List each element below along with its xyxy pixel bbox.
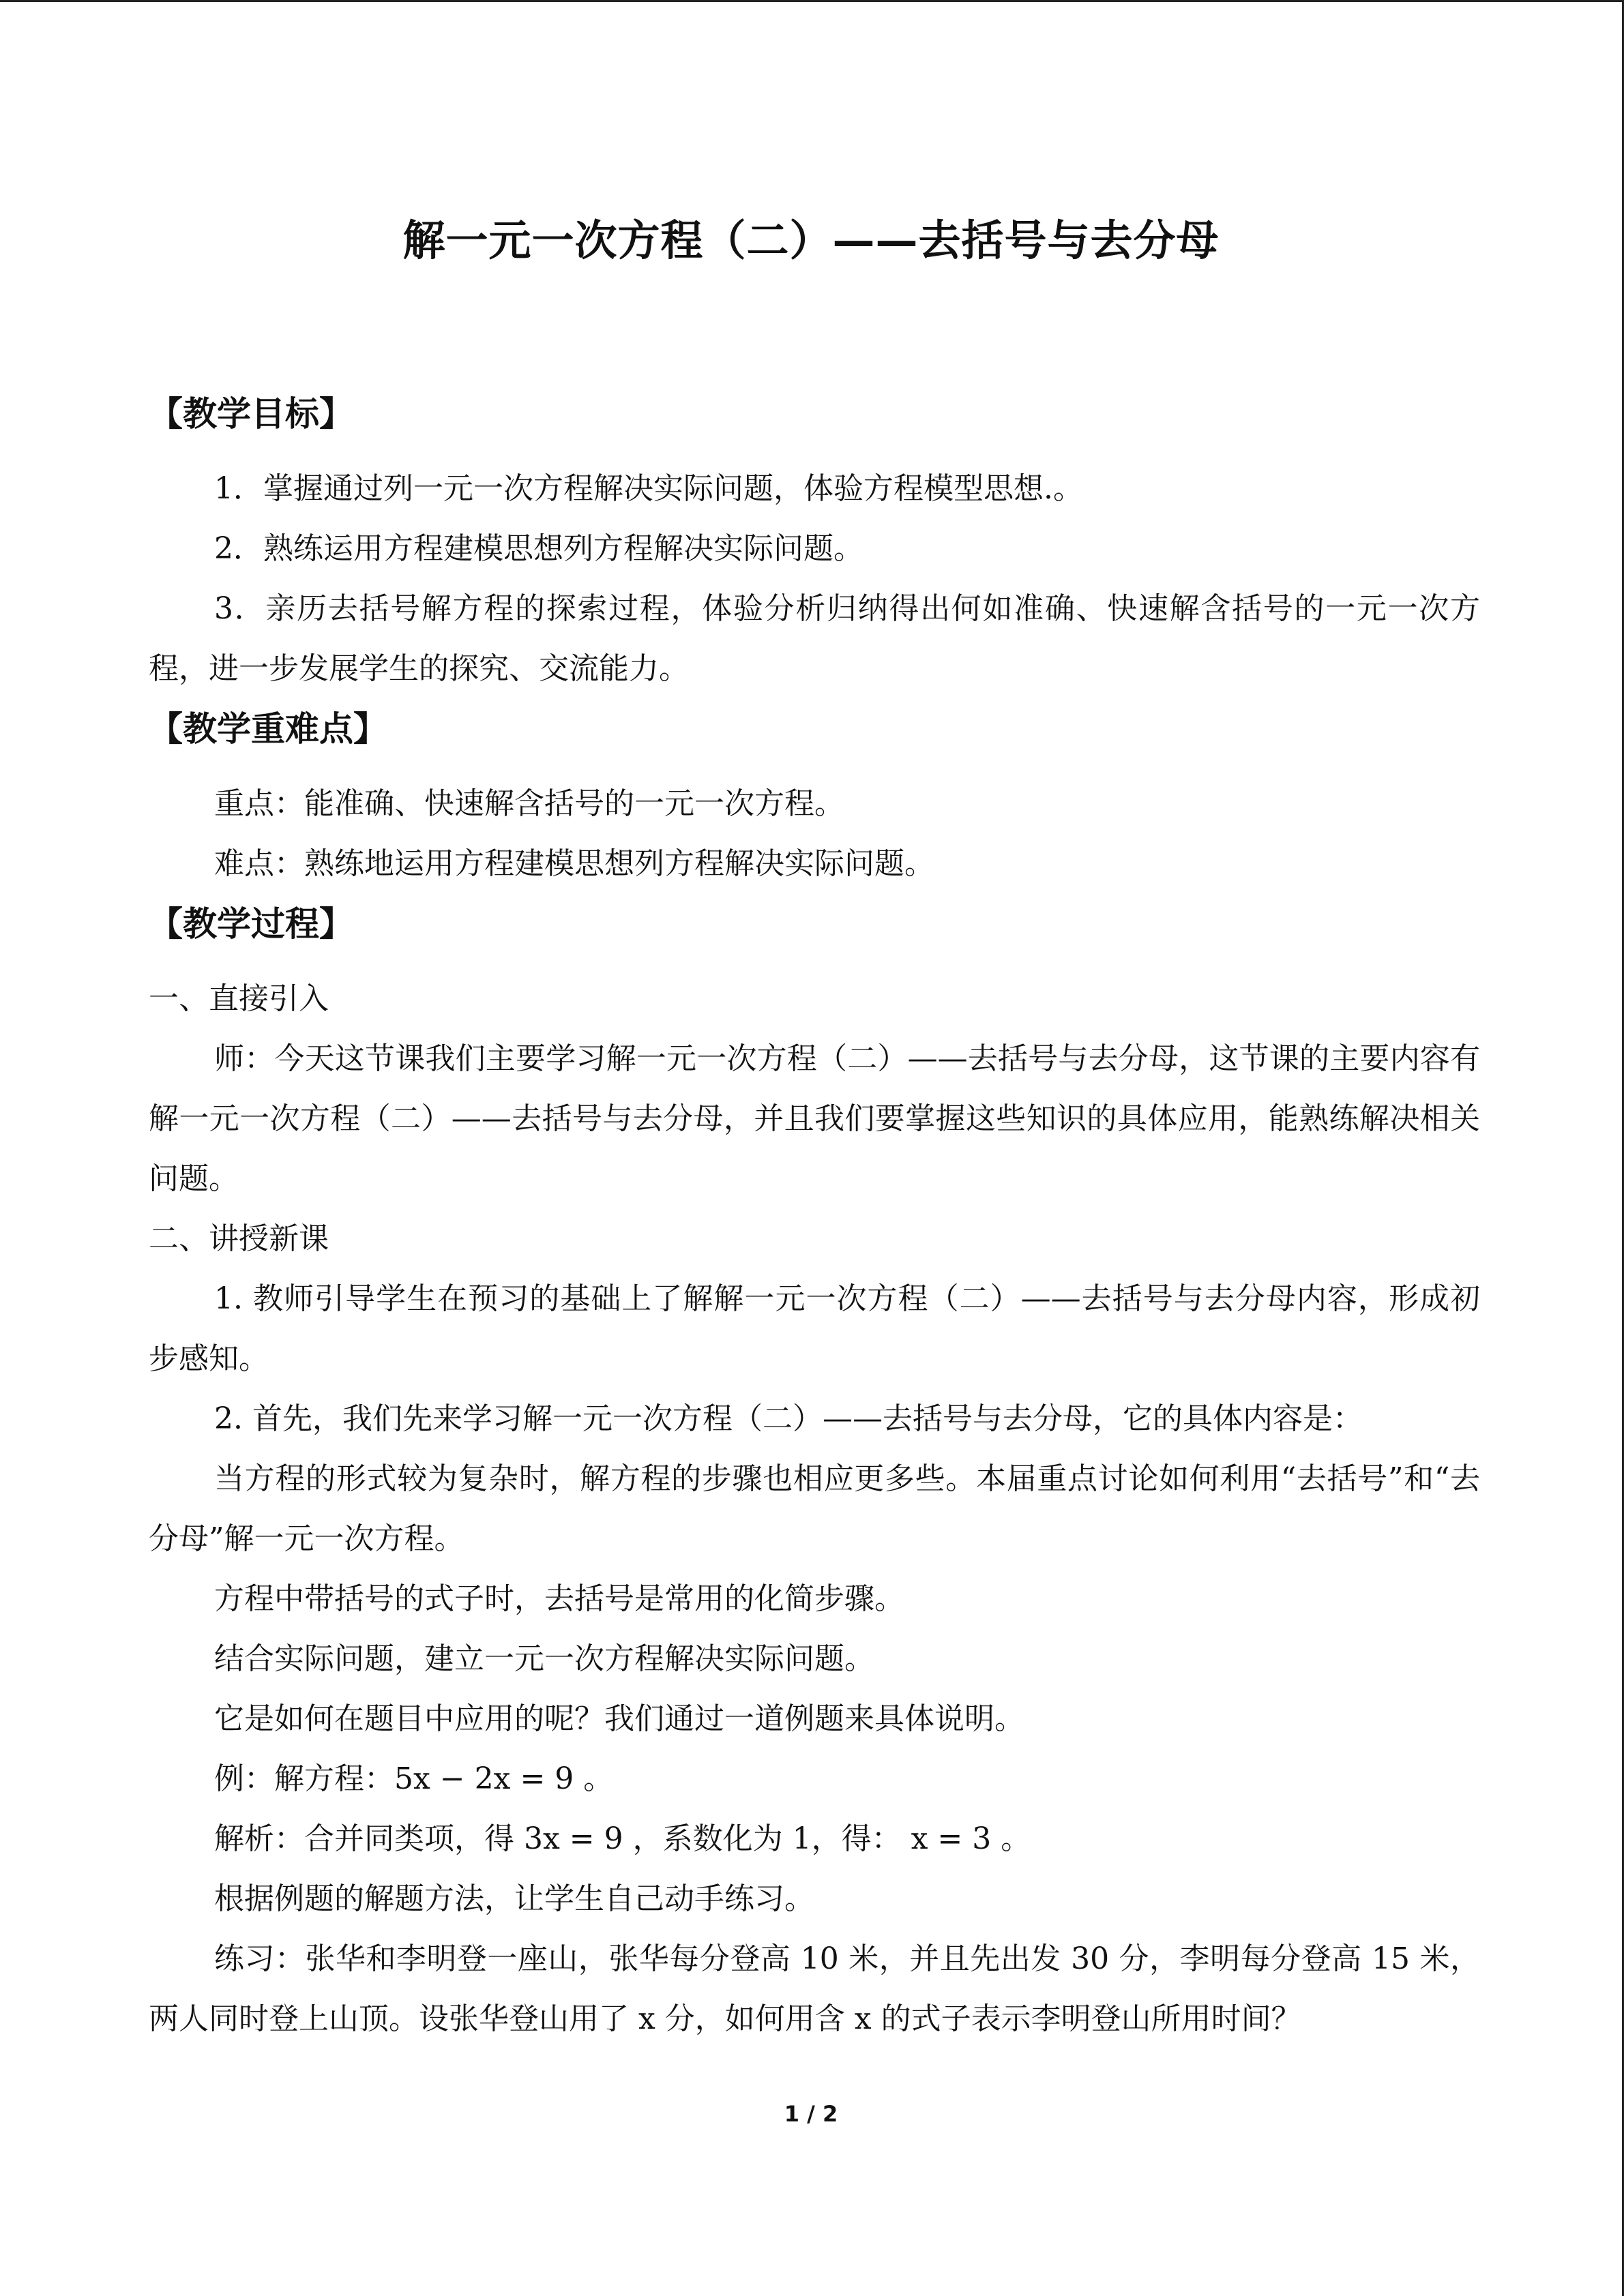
paragraph: 根据例题的解题方法，让学生自己动手练习。 xyxy=(214,1881,814,1916)
exercise-text: 练习：张华和李明登一座山，张华每分登高 10 米，并且先出发 30 分，李明每分登高 15 米，两人同时登上山顶。设张华登山用了 x 分，如何用含 x 的式子表示李明登山所用时间？ xyxy=(149,1941,1480,2036)
paragraph: 2. 首先，我们先来学习解一元一次方程（二）——去括号与去分母，它的具体内容是： xyxy=(214,1401,1363,1436)
example-equation: 例：解方程：5x − 2x = 9 。 xyxy=(214,1761,614,1796)
page-title: 解一元一次方程（二）——去括号与去分母 xyxy=(402,215,1220,265)
objective-item: 1．掌握通过列一元一次方程解决实际问题，体验方程模型思想.。 xyxy=(214,471,1083,506)
example-solution: 解析：合并同类项，得 3x = 9 ，系数化为 1，得： x = 3 。 xyxy=(214,1821,1031,1856)
document-body xyxy=(149,384,1480,2049)
section-heading-process: 【教学过程】 xyxy=(149,904,353,944)
objective-item: 3．亲历去括号解方程的探索过程，体验分析归纳得出何如准确、快速解含括号的一元一次方程，进一步发展学生的探究、交流能力。 xyxy=(149,591,1480,686)
subsection-title: 二、讲授新课 xyxy=(149,1221,329,1256)
key-point-item: 难点：熟练地运用方程建模思想列方程解决实际问题。 xyxy=(214,846,934,881)
page-number: 1 / 2 xyxy=(784,2101,838,2127)
section-heading-objectives: 【教学目标】 xyxy=(149,394,353,434)
paragraph: 1. 教师引导学生在预习的基础上了解解一元一次方程（二）——去括号与去分母内容，形成初步感知。 xyxy=(149,1281,1480,1376)
paragraph: 当方程的形式较为复杂时，解方程的步骤也相应更多些。本届重点讨论如何利用“去括号”和“去分母”解一元一次方程。 xyxy=(149,1461,1480,1556)
paragraph: 结合实际问题，建立一元一次方程解决实际问题。 xyxy=(214,1641,874,1676)
key-point-item: 重点：能准确、快速解含括号的一元一次方程。 xyxy=(214,786,844,821)
paragraph: 它是如何在题目中应用的呢？我们通过一道例题来具体说明。 xyxy=(214,1701,1024,1736)
subsection-title: 一、直接引入 xyxy=(149,981,329,1016)
paragraph: 师：今天这节课我们主要学习解一元一次方程（二）——去括号与去分母，这节课的主要内容有解一元一次方程（二）——去括号与去分母，并且我们要掌握这些知识的具体应用，能熟练解决相关问题。 xyxy=(149,1041,1480,1196)
section-heading-key-points: 【教学重难点】 xyxy=(149,709,387,749)
paragraph: 方程中带括号的式子时，去括号是常用的化简步骤。 xyxy=(214,1581,904,1616)
objective-item: 2．熟练运用方程建模思想列方程解决实际问题。 xyxy=(214,531,863,566)
